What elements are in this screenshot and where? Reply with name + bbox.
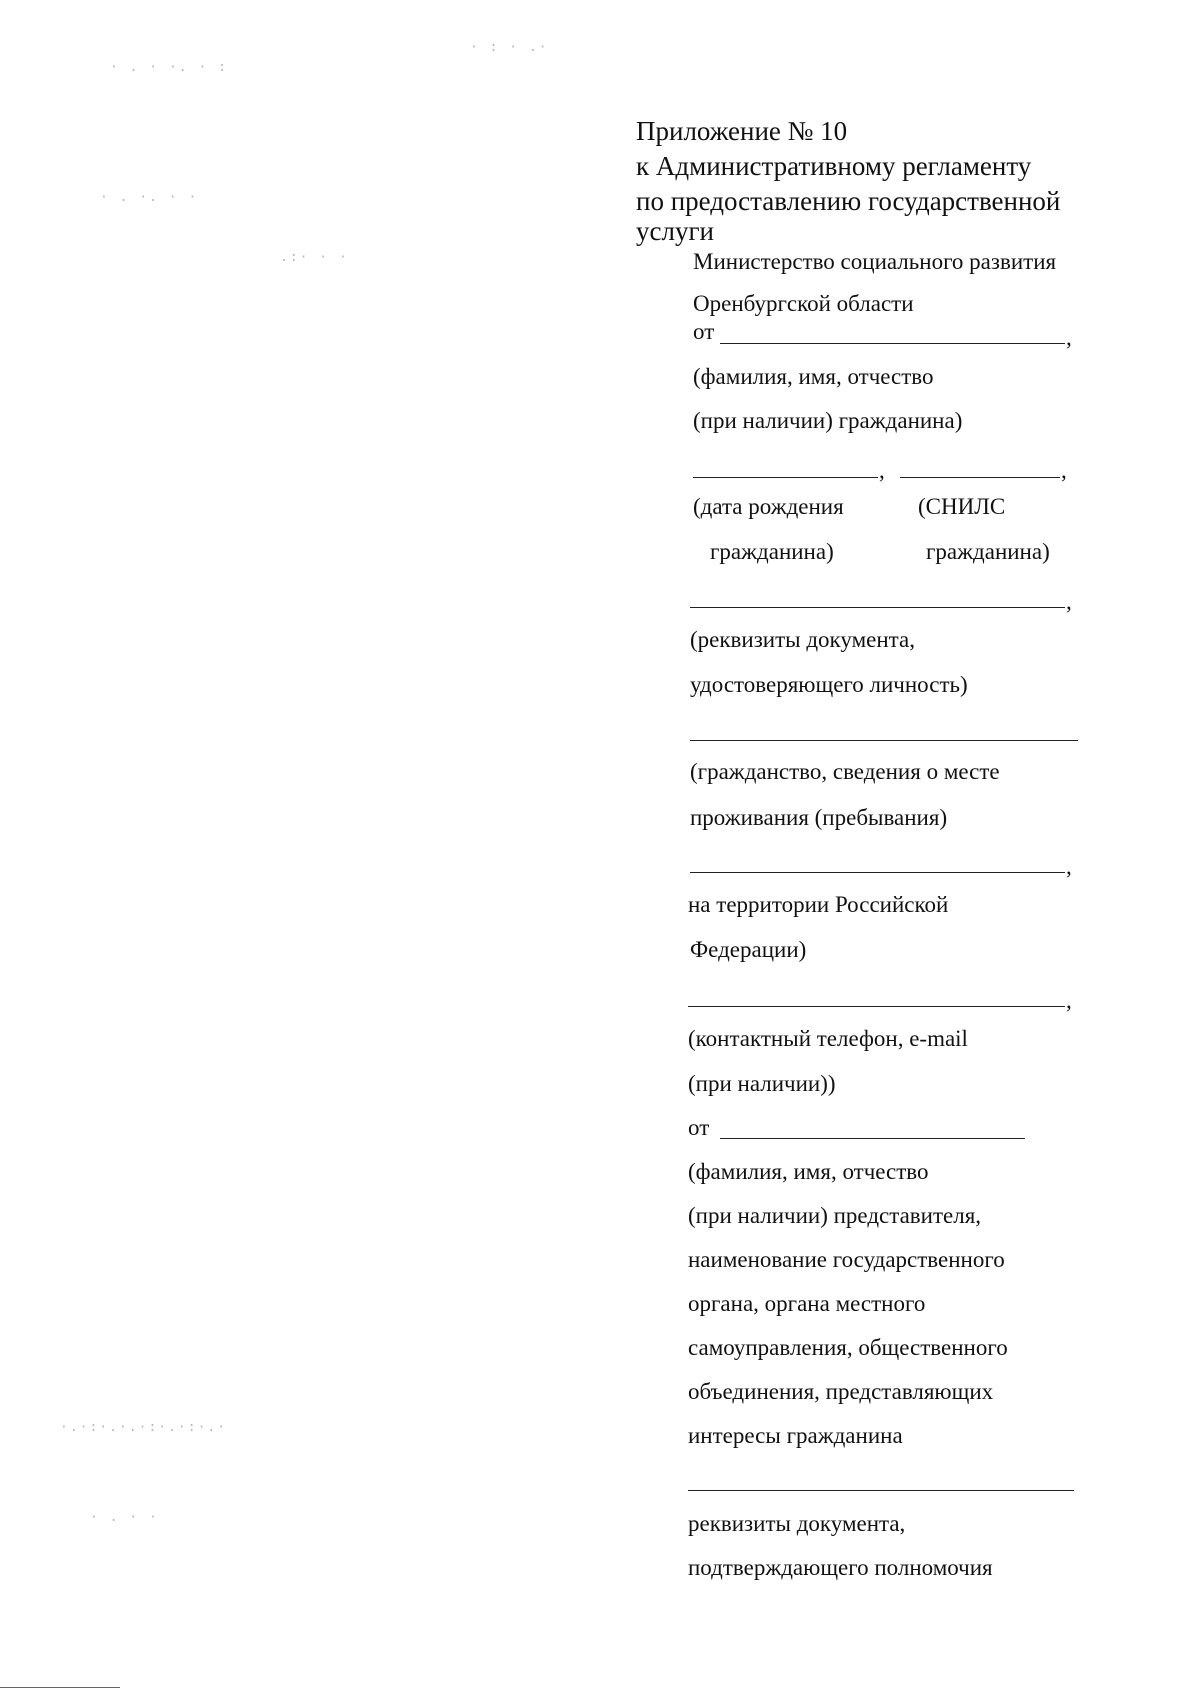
comma: , bbox=[1061, 458, 1067, 483]
representative-fio-field[interactable] bbox=[720, 1138, 1025, 1139]
hint-rep-2: (при наличии) представителя, bbox=[688, 1203, 982, 1228]
representative-document-field[interactable] bbox=[688, 1490, 1074, 1491]
comma: , bbox=[1066, 325, 1072, 350]
hint-rep-6: объединения, представляющих bbox=[688, 1379, 994, 1404]
hint-snils-1: (СНИЛС bbox=[918, 494, 1006, 519]
hint-rep-doc-2: подтверждающего полномочия bbox=[688, 1555, 993, 1580]
scan-noise: · . ·. · · bbox=[100, 190, 199, 205]
scan-noise: · : · .· bbox=[470, 40, 549, 55]
comma: , bbox=[1066, 854, 1072, 879]
from-label-representative: от bbox=[688, 1115, 710, 1140]
id-document-field[interactable] bbox=[690, 607, 1065, 608]
hint-fio-citizen-2: (при наличии) гражданина) bbox=[693, 408, 963, 433]
hint-rep-doc-1: реквизиты документа, bbox=[688, 1511, 906, 1536]
appendix-subtitle-2: по предоставлению государственной bbox=[636, 186, 1061, 216]
citizen-fio-field[interactable] bbox=[720, 343, 1065, 344]
hint-id-doc-1: (реквизиты документа, bbox=[690, 627, 915, 652]
hint-rep-5: самоуправления, общественного bbox=[688, 1335, 1008, 1360]
hint-birth-2: гражданина) bbox=[710, 539, 834, 564]
from-label: от bbox=[693, 319, 715, 344]
hint-rep-7: интересы гражданина bbox=[688, 1423, 903, 1448]
scan-noise: ·.·:·.·.·:·.·:·.· bbox=[60, 1420, 228, 1435]
hint-citizenship-2: проживания (пребывания) bbox=[690, 805, 948, 830]
comma: , bbox=[1066, 589, 1072, 614]
comma: , bbox=[879, 458, 885, 483]
scan-noise: · . · ·. · : bbox=[110, 60, 228, 75]
birth-date-field[interactable] bbox=[693, 477, 878, 478]
hint-rep-1: (фамилия, имя, отчество bbox=[688, 1159, 929, 1184]
snils-field[interactable] bbox=[900, 477, 1060, 478]
citizenship-field[interactable] bbox=[690, 740, 1078, 741]
hint-territory-2: Федерации) bbox=[690, 937, 807, 962]
addressee-line-2: Оренбургской области bbox=[693, 291, 914, 316]
hint-id-doc-2: удостоверяющего личность) bbox=[690, 672, 968, 697]
hint-rep-4: органа, органа местного bbox=[688, 1291, 926, 1316]
hint-rep-3: наименование государственного bbox=[688, 1247, 1005, 1272]
hint-citizenship-1: (гражданство, сведения о месте bbox=[690, 759, 1000, 784]
hint-fio-citizen-1: (фамилия, имя, отчество bbox=[693, 364, 934, 389]
appendix-subtitle-3: услуги bbox=[636, 216, 714, 246]
hint-territory-1: на территории Российской bbox=[688, 892, 949, 917]
hint-contacts-2: (при наличии)) bbox=[688, 1071, 836, 1096]
hint-contacts-1: (контактный телефон, e-mail bbox=[688, 1026, 968, 1051]
hint-snils-2: гражданина) bbox=[926, 539, 1050, 564]
appendix-title: Приложение № 10 bbox=[636, 116, 848, 146]
comma: , bbox=[1066, 988, 1072, 1013]
appendix-subtitle-1: к Административному регламенту bbox=[636, 151, 1032, 181]
hint-birth-1: (дата рождения bbox=[693, 494, 844, 519]
addressee-line-1: Министерство социального развития bbox=[693, 249, 1057, 274]
page-edge-rule bbox=[0, 1687, 120, 1688]
scan-noise: .:· · · bbox=[280, 250, 349, 265]
contacts-field[interactable] bbox=[688, 1006, 1065, 1007]
scan-noise: · . · · bbox=[90, 1510, 159, 1525]
residence-field[interactable] bbox=[690, 872, 1065, 873]
